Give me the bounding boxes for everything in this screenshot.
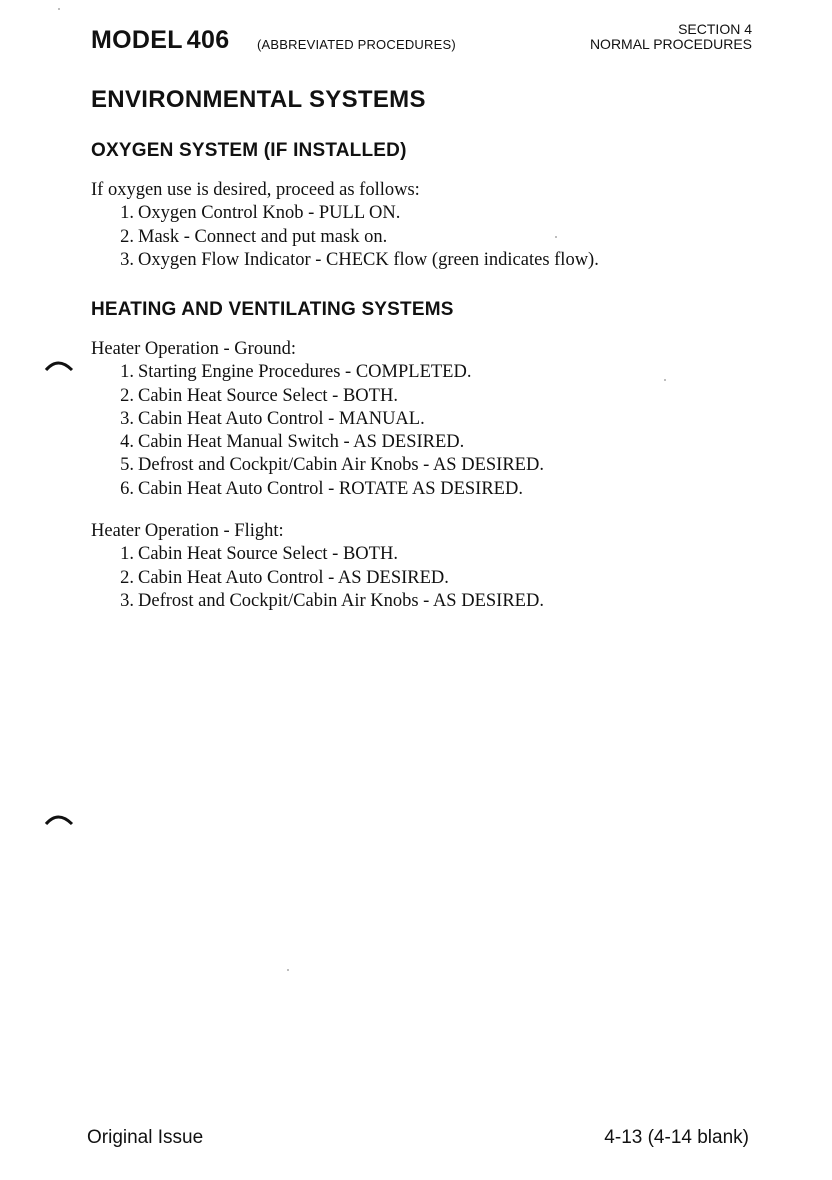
heater-flight-intro: Heater Operation - Flight: [91,521,284,541]
list-item [91,408,544,431]
list-item [91,454,544,477]
section-header [590,22,752,52]
scan-speck [287,969,289,971]
scan-speck [58,8,60,10]
step-number: 1. [120,544,134,565]
list-item [91,385,544,408]
step-text: Mask - Connect and put mask on. [138,226,388,247]
step-text: Defrost and Cockpit/Cabin Air Knobs - AS DESIRED. [138,455,544,476]
step-number: 3. [120,408,134,429]
heater-ground-procedure [91,338,544,501]
step-text: Starting Engine Procedures - COMPLETED. [138,362,472,383]
model-word: MODEL [91,26,183,54]
step-text: Defrost and Cockpit/Cabin Air Knobs - AS DESIRED. [138,590,544,611]
step-number: 2. [120,567,134,588]
page-number: 4-13 (4-14 blank) [604,1127,749,1148]
footer-issue: Original Issue [87,1127,204,1148]
page-title: ENVIRONMENTAL SYSTEMS [91,86,426,113]
heating-heading: HEATING AND VENTILATING SYSTEMS [91,299,454,320]
step-text: Cabin Heat Auto Control - AS DESIRED. [138,567,449,588]
step-number: 1. [120,362,134,383]
step-number: 5. [120,455,134,476]
step-text: Cabin Heat Source Select - BOTH. [138,544,398,565]
model-number: 406 [186,26,230,54]
step-number: 6. [120,478,134,499]
list-item [91,431,544,454]
step-text: Cabin Heat Manual Switch - AS DESIRED. [138,432,465,453]
step-number: 2. [120,385,134,406]
binder-mark-icon [44,358,74,372]
heater-ground-intro: Heater Operation - Ground: [91,339,296,359]
step-text: Oxygen Flow Indicator - CHECK flow (green indicates flow). [138,249,599,270]
binder-mark-icon [44,812,74,826]
list-item [91,478,544,501]
list-item [91,590,544,613]
list-item [91,567,544,590]
oxygen-heading: OXYGEN SYSTEM (IF INSTALLED) [91,140,407,161]
heater-flight-steps [91,543,544,613]
list-item [91,202,599,225]
list-item [91,361,544,384]
step-text: Cabin Heat Auto Control - MANUAL. [138,408,425,429]
step-number: 1. [120,203,134,224]
list-item [91,226,599,249]
step-number: 3. [120,249,134,270]
section-title: NORMAL PROCEDURES [589,36,752,52]
step-number: 3. [120,590,134,611]
step-number: 2. [120,226,134,247]
oxygen-steps [91,202,599,272]
section-number: SECTION 4 [678,21,752,37]
step-text: Cabin Heat Source Select - BOTH. [138,385,398,406]
oxygen-intro: If oxygen use is desired, proceed as follows: [91,180,420,200]
list-item [91,543,544,566]
oxygen-procedure [91,179,599,272]
step-text: Cabin Heat Auto Control - ROTATE AS DESIRED. [138,478,523,499]
header-subtitle: (ABBREVIATED PROCEDURES) [257,37,456,52]
scan-speck [664,379,666,381]
heater-ground-steps [91,361,544,501]
scan-speck [555,236,557,238]
list-item [91,249,599,272]
step-text: Oxygen Control Knob - PULL ON. [138,203,401,224]
model-label [91,26,229,55]
heater-flight-procedure [91,520,544,613]
step-number: 4. [120,432,134,453]
